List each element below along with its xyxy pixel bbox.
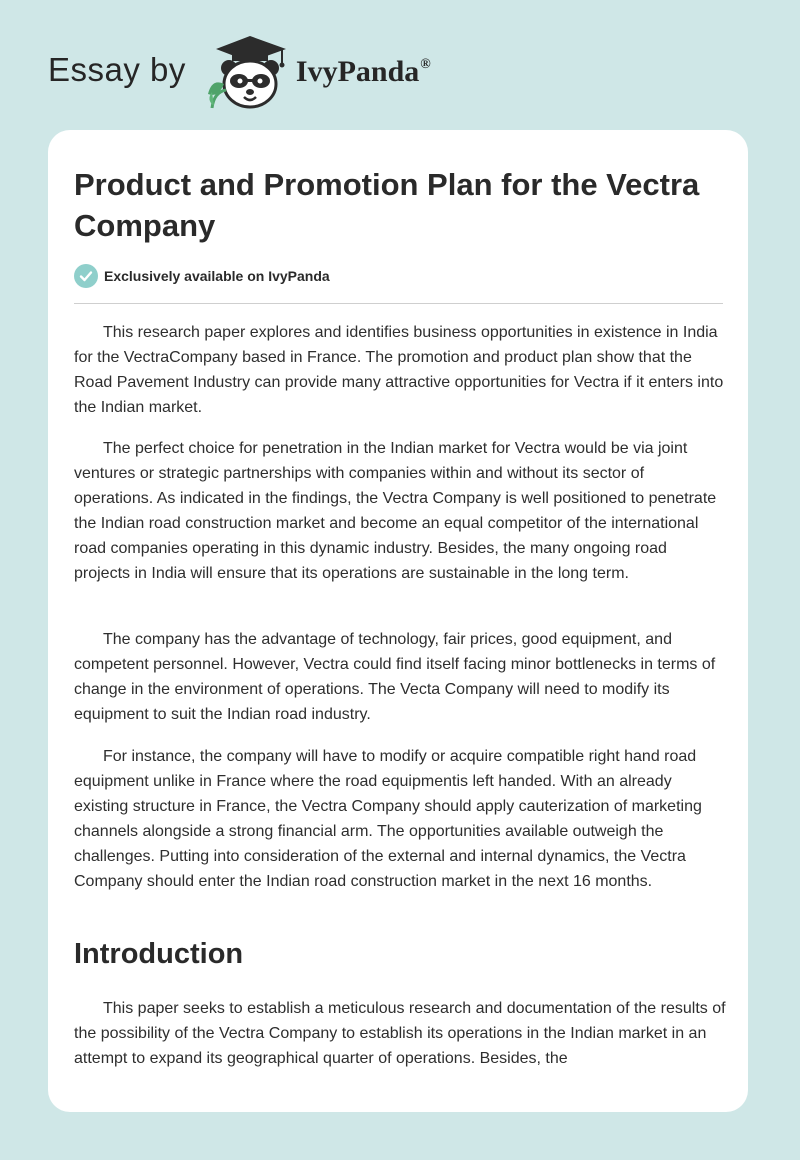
paragraph-3: The company has the advantage of technology, fair prices, good equipment, and competent personnel. However, Vectra could find itself facing minor bottlenecks in terms of change in the environment of operations. The Vecta Company will need to modify its equipment to suit the Indian road industry. xyxy=(74,631,716,723)
divider xyxy=(74,303,723,304)
check-circle-icon xyxy=(74,264,98,288)
intro-paragraph: This paper seeks to establish a meticulous research and documentation of the results of the possibility of the Vectra Company to establish its operations in the Indian market in an attempt to expand its geographical quarter of operations. Besides, the xyxy=(74,1000,726,1067)
panda-graduate-logo-icon[interactable] xyxy=(202,32,294,112)
exclusive-badge xyxy=(74,264,330,288)
exclusive-text: Exclusively available on IvyPanda xyxy=(104,268,330,284)
paragraph-1: This research paper explores and identifies business opportunities in existence in India for the VectraCompany based in France. The promotion and product plan show that the Road Pavement Industry can provide many attractive opportunities for Vectra if it enters into the Indian market. xyxy=(74,324,724,416)
paragraph-2: The perfect choice for penetration in the Indian market for Vectra would be via joint ventures or strategic partnerships with companies within and without its sector of operations. As indicated in the findings, the Vectra Company is well positioned to penetrate the Indian road construction market and become an equal competitor of the international road companies operating in this dynamic industry. Besides, the many ongoing road projects in India will ensure that its operations are sustainable in the long term. xyxy=(74,440,717,582)
section-heading-introduction: Introduction xyxy=(74,938,244,970)
paragraph-4: For instance, the company will have to modify or acquire compatible right hand road equipment unlike in France where the road equipmentis left handed. With an already existing structure in France, the Vectra Company should apply cauterization of marketing channels alongside a strong financial arm. The opportunities available outweigh the challenges. Putting into consideration of the external and internal dynamics, the Vectra Company should enter the Indian road construction market in the next 16 months. xyxy=(74,748,702,890)
ivypanda-wordmark[interactable]: IvyPanda® xyxy=(295,55,431,88)
essay-by-label: Essay by xyxy=(48,51,186,88)
essay-title: Product and Promotion Plan for the Vectra Company xyxy=(74,167,700,243)
essay-card xyxy=(48,130,748,1112)
site-header xyxy=(48,32,431,112)
